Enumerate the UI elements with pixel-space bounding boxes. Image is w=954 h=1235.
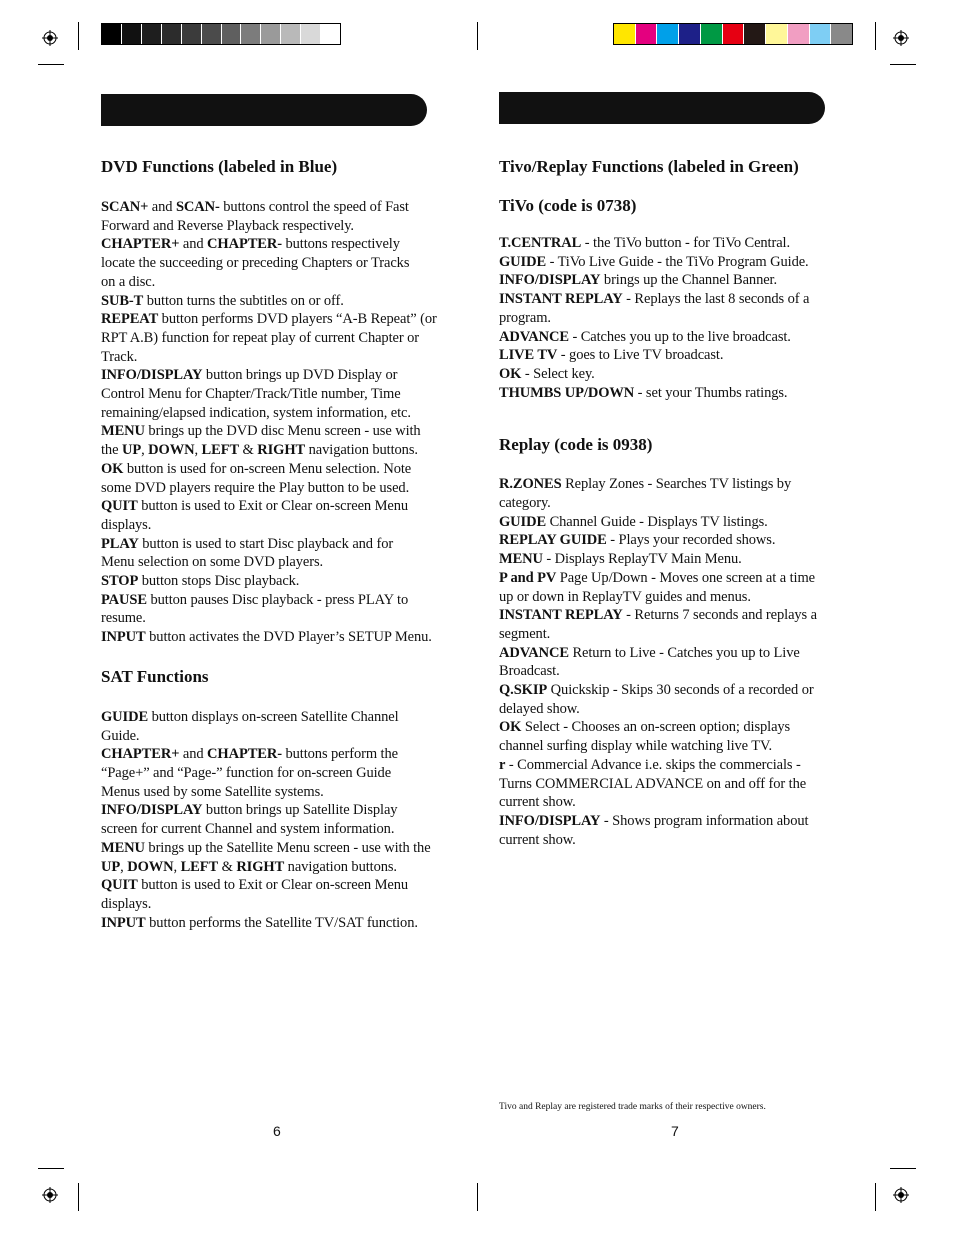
text-line (499, 494, 859, 513)
text-line (499, 328, 859, 347)
description-text: Replay Zones - Searches TV listings by (561, 476, 792, 493)
text-line (499, 831, 859, 850)
button-name: LEFT (180, 858, 219, 875)
replay-heading: Replay (code is 0938) (499, 435, 653, 455)
color-swatch (321, 24, 340, 44)
text-line (499, 569, 859, 588)
color-swatch (788, 24, 810, 44)
description-text: , (173, 858, 181, 875)
button-name: MENU (499, 551, 543, 568)
description-text: and (148, 199, 176, 215)
description-text: button performs DVD players “A-B Repeat” (or (158, 311, 437, 328)
button-name: DOWN (127, 858, 174, 875)
button-name: GUIDE (499, 513, 547, 530)
text-line (101, 820, 461, 839)
page-number-left: 6 (273, 1123, 281, 1139)
description-text: RPT A.B) function for repeat play of current Chapter or (101, 329, 419, 346)
description-text: locate the succeeding or preceding Chapters or Tracks (101, 255, 410, 272)
right-header-banner (499, 92, 825, 124)
text-line (499, 550, 859, 569)
description-text: up or down in ReplayTV guides and menus. (499, 588, 751, 605)
description-text: the (101, 442, 122, 459)
color-swatch (102, 24, 122, 44)
button-name: CHAPTER+ (101, 236, 180, 253)
button-name: RIGHT (236, 858, 285, 875)
trademark-note: Tivo and Replay are registered trade marks of their respective owners. (499, 1102, 766, 1112)
color-swatch (182, 24, 202, 44)
button-name: INFO/DISPLAY (101, 367, 203, 384)
text-line (101, 708, 461, 727)
description-text: & (239, 442, 258, 459)
description-text: - Displays ReplayTV Main Menu. (542, 551, 742, 568)
text-line (101, 329, 461, 348)
color-swatch (162, 24, 182, 44)
button-name: R.ZONES (499, 476, 562, 493)
text-line (101, 609, 461, 628)
button-name: QUIT (101, 498, 138, 515)
text-line (101, 895, 461, 914)
description-text: segment. (499, 625, 551, 642)
button-name: PLAY (101, 535, 139, 552)
color-swatch (614, 24, 636, 44)
text-line (499, 531, 859, 550)
description-text: brings up the DVD disc Menu screen - use with (144, 423, 421, 440)
text-line (101, 460, 461, 479)
left-header-banner (101, 94, 427, 126)
button-name: LEFT (201, 442, 240, 459)
description-text: and (179, 746, 208, 763)
text-line (101, 404, 461, 423)
description-text: on a disc. (101, 273, 156, 290)
button-name: INFO/DISPLAY (101, 802, 203, 819)
text-line (101, 535, 461, 554)
description-text: , (141, 442, 149, 459)
text-line (101, 745, 461, 764)
button-name: ADVANCE (499, 328, 569, 345)
description-text: channel surfing display while watching live TV. (499, 738, 773, 755)
description-text: - Catches you up to the live broadcast. (568, 328, 791, 345)
description-text: brings up the Satellite Menu screen - use with the (144, 839, 431, 856)
description-text: - TiVo Live Guide - the TiVo Program Guide. (546, 253, 809, 270)
description-text: navigation buttons. (284, 858, 397, 875)
button-name: PAUSE (101, 591, 147, 608)
text-line (101, 764, 461, 783)
crop-mark (78, 22, 79, 50)
description-text: - Replays the last 8 seconds of a (622, 291, 810, 308)
description-text: button displays on-screen Satellite Channel (148, 708, 399, 725)
description-text: - the TiVo button - for TiVo Central. (581, 235, 791, 251)
text-line (101, 628, 461, 647)
description-text: Channel Guide - Displays TV listings. (546, 513, 768, 530)
button-name: INSTANT REPLAY (499, 291, 623, 308)
button-name: OK (499, 365, 522, 382)
crop-mark (875, 22, 876, 50)
button-name: r (499, 756, 506, 773)
grayscale-calibration-bar (101, 23, 341, 45)
text-line (499, 737, 859, 756)
description-text: resume. (101, 610, 146, 627)
text-line (101, 235, 461, 254)
description-text: button brings up DVD Display or (202, 367, 398, 384)
button-name: REPLAY GUIDE (499, 532, 607, 549)
text-line (101, 801, 461, 820)
color-calibration-bar (613, 23, 853, 45)
text-line (499, 644, 859, 663)
color-swatch (142, 24, 162, 44)
replay-functions-text (499, 475, 859, 849)
button-name: INFO/DISPLAY (499, 812, 601, 829)
text-line (101, 553, 461, 572)
text-line (101, 572, 461, 591)
description-text: displays. (101, 895, 152, 912)
color-swatch (744, 24, 766, 44)
description-text: brings up the Channel Banner. (600, 272, 778, 289)
text-line (499, 606, 859, 625)
button-name: THUMBS UP/DOWN (499, 384, 635, 401)
button-name: OK (499, 719, 522, 736)
color-swatch (810, 24, 832, 44)
button-name: DOWN (148, 442, 195, 459)
text-line (499, 756, 859, 775)
button-name: SCAN+ (101, 199, 149, 215)
button-name: GUIDE (499, 253, 547, 270)
description-text: Menu selection on some DVD players. (101, 554, 324, 571)
sat-functions-heading: SAT Functions (101, 666, 209, 686)
description-text: remaining/elapsed indication, system information, etc. (101, 404, 411, 421)
button-name: REPEAT (101, 311, 159, 328)
text-line (101, 441, 461, 460)
text-line (101, 310, 461, 329)
text-line (499, 625, 859, 644)
button-name: OK (101, 460, 124, 477)
left-column (101, 157, 461, 932)
description-text: - Commercial Advance i.e. skips the commercials - (505, 756, 801, 773)
text-line (499, 662, 859, 681)
text-line (101, 292, 461, 311)
text-line (101, 727, 461, 746)
description-text: Quickskip - Skips 30 seconds of a recorded or (547, 682, 814, 699)
description-text: buttons control the speed of Fast (219, 199, 409, 215)
crop-mark (890, 64, 916, 65)
color-swatch (122, 24, 142, 44)
text-line (499, 588, 859, 607)
description-text: program. (499, 309, 551, 326)
crop-mark (38, 1168, 64, 1169)
description-text: and (179, 236, 208, 253)
text-line (101, 422, 461, 441)
button-name: QUIT (101, 877, 138, 894)
registration-mark-icon (42, 1187, 58, 1203)
description-text: current show. (499, 831, 576, 848)
color-swatch (679, 24, 701, 44)
button-name: P and PV (499, 569, 557, 586)
description-text: Broadcast. (499, 663, 560, 680)
dvd-functions-heading: DVD Functions (labeled in Blue) (101, 157, 338, 176)
button-name: INPUT (101, 629, 146, 646)
description-text: “Page+” and “Page-” function for on-screen Guide (101, 764, 392, 781)
text-line (101, 876, 461, 895)
button-name: UP (101, 858, 121, 875)
description-text: Guide. (101, 727, 140, 744)
tivo-functions-text (499, 234, 859, 402)
registration-mark-icon (893, 30, 909, 46)
color-swatch (723, 24, 745, 44)
registration-mark-icon (893, 1187, 909, 1203)
description-text: - goes to Live TV broadcast. (557, 347, 724, 364)
color-swatch (301, 24, 321, 44)
button-name: MENU (101, 839, 145, 856)
description-text: - Select key. (521, 365, 595, 382)
description-text: & (218, 858, 237, 875)
description-text: Forward and Reverse Playback respectively. (101, 217, 354, 234)
button-name: T.CENTRAL (499, 235, 582, 251)
text-line (101, 858, 461, 877)
text-line (499, 513, 859, 532)
text-line (499, 812, 859, 831)
text-line (499, 346, 859, 365)
button-name: GUIDE (101, 708, 149, 725)
description-text: buttons respectively (281, 236, 400, 253)
button-name: UP (121, 442, 142, 459)
description-text: displays. (101, 516, 152, 533)
color-swatch (261, 24, 281, 44)
text-line (499, 290, 859, 309)
text-line (499, 475, 859, 494)
registration-mark-icon (42, 30, 58, 46)
description-text: - set your Thumbs ratings. (634, 384, 788, 401)
crop-mark (875, 1183, 876, 1211)
color-swatch (281, 24, 301, 44)
description-text: button stops Disc playback. (138, 573, 300, 590)
button-name: SCAN- (175, 199, 220, 215)
text-line (499, 271, 859, 290)
button-name: CHAPTER- (207, 236, 282, 253)
text-line (499, 775, 859, 794)
button-name: RIGHT (257, 442, 306, 459)
text-line (101, 497, 461, 516)
text-line (499, 793, 859, 812)
crop-mark (38, 64, 64, 65)
description-text: - Shows program information about (600, 812, 809, 829)
description-text: button performs the Satellite TV/SAT function. (145, 914, 418, 931)
description-text: Page Up/Down - Moves one screen at a time (556, 569, 815, 586)
button-name: ADVANCE (499, 644, 569, 661)
text-line (101, 914, 461, 933)
button-name: INPUT (101, 914, 146, 931)
text-line (499, 365, 859, 384)
description-text: button activates the DVD Player’s SETUP Menu. (145, 629, 432, 646)
description-text: delayed show. (499, 700, 580, 717)
text-line (499, 718, 859, 737)
description-text: Return to Live - Catches you up to Live (568, 644, 800, 661)
page-number-right: 7 (671, 1123, 679, 1139)
text-line (101, 198, 461, 217)
description-text: button is used to Exit or Clear on-screen Menu (137, 877, 409, 894)
description-text: button is used to Exit or Clear on-screen Menu (137, 498, 409, 515)
color-swatch (701, 24, 723, 44)
text-line (499, 681, 859, 700)
text-line (499, 253, 859, 272)
crop-mark (78, 1183, 79, 1211)
description-text: button is used to start Disc playback and for (138, 535, 394, 552)
description-text: Select - Chooses an on-screen option; displays (521, 719, 791, 736)
button-name: INFO/DISPLAY (499, 272, 601, 289)
color-swatch (657, 24, 679, 44)
description-text: Menus used by some Satellite systems. (101, 783, 324, 800)
color-swatch (766, 24, 788, 44)
description-text: - Returns 7 seconds and replays a (622, 607, 817, 624)
button-name: CHAPTER- (207, 746, 282, 763)
description-text: screen for current Channel and system information. (101, 821, 395, 838)
description-text: category. (499, 495, 551, 512)
text-line (101, 783, 461, 802)
description-text: current show. (499, 794, 576, 811)
color-swatch (831, 24, 852, 44)
description-text: , (194, 442, 202, 459)
right-column (499, 157, 859, 849)
button-name: STOP (101, 573, 139, 590)
text-line (101, 348, 461, 367)
text-line (101, 591, 461, 610)
text-line (499, 234, 859, 253)
sat-functions-text (101, 708, 461, 932)
text-line (101, 273, 461, 292)
button-name: MENU (101, 423, 145, 440)
button-name: LIVE TV (499, 347, 558, 364)
description-text: - Plays your recorded shows. (606, 532, 776, 549)
color-swatch (241, 24, 261, 44)
crop-mark (890, 1168, 916, 1169)
text-line (101, 217, 461, 236)
description-text: , (120, 858, 128, 875)
description-text: buttons perform the (281, 746, 398, 763)
color-swatch (636, 24, 658, 44)
description-text: button brings up Satellite Display (202, 802, 398, 819)
text-line (101, 254, 461, 273)
description-text: navigation buttons. (305, 442, 418, 459)
text-line (499, 700, 859, 719)
text-line (101, 385, 461, 404)
description-text: some DVD players require the Play button to be used. (101, 479, 410, 496)
description-text: Track. (101, 348, 138, 365)
button-name: SUB-T (101, 292, 144, 309)
button-name: CHAPTER+ (101, 746, 180, 763)
tivo-replay-heading: Tivo/Replay Functions (labeled in Green) (499, 157, 799, 176)
color-swatch (202, 24, 222, 44)
color-swatch (222, 24, 242, 44)
text-line (101, 366, 461, 385)
description-text: button is used for on-screen Menu selection. Note (123, 460, 412, 477)
text-line (101, 839, 461, 858)
crop-mark (477, 22, 478, 50)
text-line (101, 516, 461, 535)
button-name: Q.SKIP (499, 682, 548, 699)
tivo-heading: TiVo (code is 0738) (499, 196, 637, 215)
dvd-functions-text (101, 198, 461, 647)
text-line (499, 384, 859, 403)
description-text: button pauses Disc playback - press PLAY to (146, 591, 409, 608)
button-name: INSTANT REPLAY (499, 607, 623, 624)
description-text: button turns the subtitles on or off. (143, 292, 344, 309)
description-text: Turns COMMERCIAL ADVANCE on and off for the (499, 775, 807, 792)
text-line (101, 479, 461, 498)
description-text: Control Menu for Chapter/Track/Title number, Time (101, 386, 401, 403)
crop-mark (477, 1183, 478, 1211)
text-line (499, 309, 859, 328)
